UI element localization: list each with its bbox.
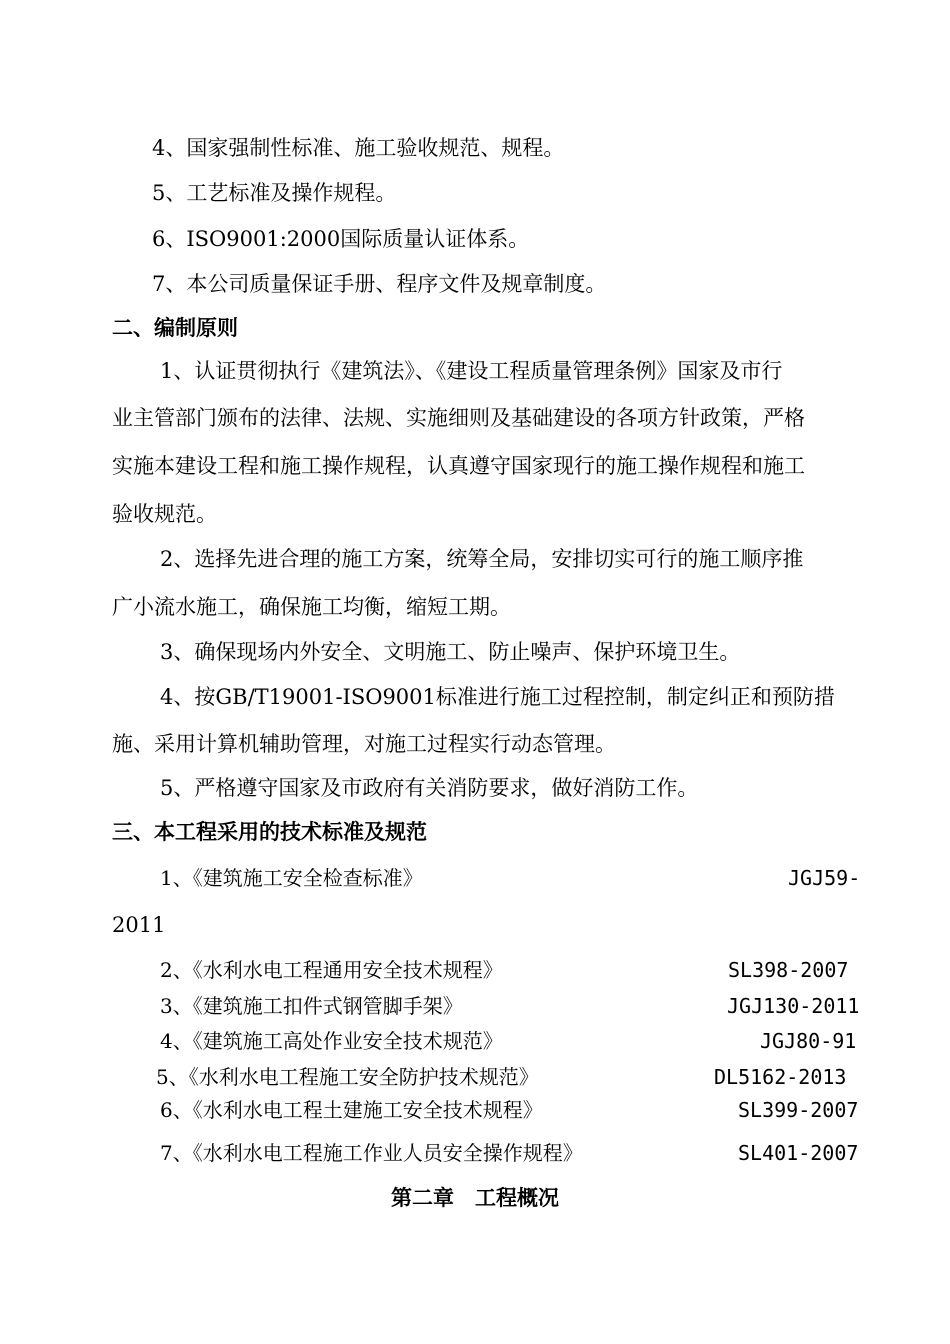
principle-4-line-2: 施、采用计算机辅助管理，对施工过程实行动态管理。 [112, 732, 616, 756]
standard-ref-2-code: SL398-2007 [728, 958, 849, 982]
basis-item-7: 7、本公司质量保证手册、程序文件及规章制度。 [152, 272, 607, 296]
standard-ref-4-code: JGJ80-91 [760, 1029, 857, 1053]
standard-ref-2 [0, 958, 950, 982]
principle-1-line-1: 1、认证贯彻执行《建筑法》、《建设工程质量管理条例》国家及市行 [160, 359, 783, 383]
standard-ref-5 [0, 1065, 950, 1089]
standard-ref-6-title: 6、《水利水电工程土建施工安全技术规程》 [160, 1098, 543, 1122]
standard-ref-4 [0, 1029, 950, 1053]
principle-2-line-1: 2、选择先进合理的施工方案，统筹全局，安排切实可行的施工顺序推 [160, 547, 804, 571]
standard-ref-6-code: SL399-2007 [738, 1098, 859, 1122]
standard-ref-7-code: SL401-2007 [738, 1141, 859, 1165]
standard-ref-1-code-wrap: 2011 [112, 913, 166, 937]
standard-ref-3-code: JGJ130-2011 [727, 994, 860, 1018]
section-heading-standards: 三、本工程采用的技术标准及规范 [112, 819, 427, 844]
standard-ref-6 [0, 1098, 950, 1122]
principle-1-line-4: 验收规范。 [112, 502, 217, 526]
principle-1-line-3: 实施本建设工程和施工操作规程，认真遵守国家现行的施工操作规程和施工 [112, 454, 805, 478]
standard-ref-7 [0, 1141, 950, 1165]
standard-ref-7-title: 7、《水利水电工程施工作业人员安全操作规程》 [160, 1141, 583, 1165]
principle-1-line-2: 业主管部门颁布的法律、法规、实施细则及基础建设的各项方针政策，严格 [112, 406, 805, 430]
principle-2-line-2: 广小流水施工，确保施工均衡，缩短工期。 [112, 595, 511, 619]
standard-ref-3 [0, 994, 950, 1018]
principle-5-line-1: 5、严格遵守国家及市政府有关消防要求，做好消防工作。 [160, 776, 699, 800]
standard-ref-5-code: DL5162-2013 [714, 1065, 847, 1089]
principle-4-line-1: 4、按GB/T19001-ISO9001标准进行施工过程控制，制定纠正和预防措 [160, 685, 835, 709]
standard-ref-2-title: 2、《水利水电工程通用安全技术规程》 [160, 958, 503, 982]
standard-ref-1-code: JGJ59- [788, 866, 861, 890]
principle-3-line-1: 3、确保现场内外安全、文明施工、防止噪声、保护环境卫生。 [160, 640, 741, 664]
standard-ref-3-title: 3、《建筑施工扣件式钢管脚手架》 [160, 994, 463, 1018]
section-heading-principles: 二、编制原则 [112, 315, 238, 340]
standard-ref-1-title: 1、《建筑施工安全检查标准》 [160, 866, 423, 890]
basis-item-4: 4、国家强制性标准、施工验收规范、规程。 [152, 136, 565, 160]
basis-item-5: 5、工艺标准及操作规程。 [152, 181, 397, 205]
chapter-title: 第二章 工程概况 [391, 1185, 559, 1210]
basis-item-6: 6、ISO9001:2000国际质量认证体系。 [152, 227, 530, 251]
standard-ref-1 [0, 866, 950, 890]
standard-ref-5-title: 5、《水利水电工程施工安全防护技术规范》 [156, 1065, 539, 1089]
standard-ref-4-title: 4、《建筑施工高处作业安全技术规范》 [160, 1029, 503, 1053]
